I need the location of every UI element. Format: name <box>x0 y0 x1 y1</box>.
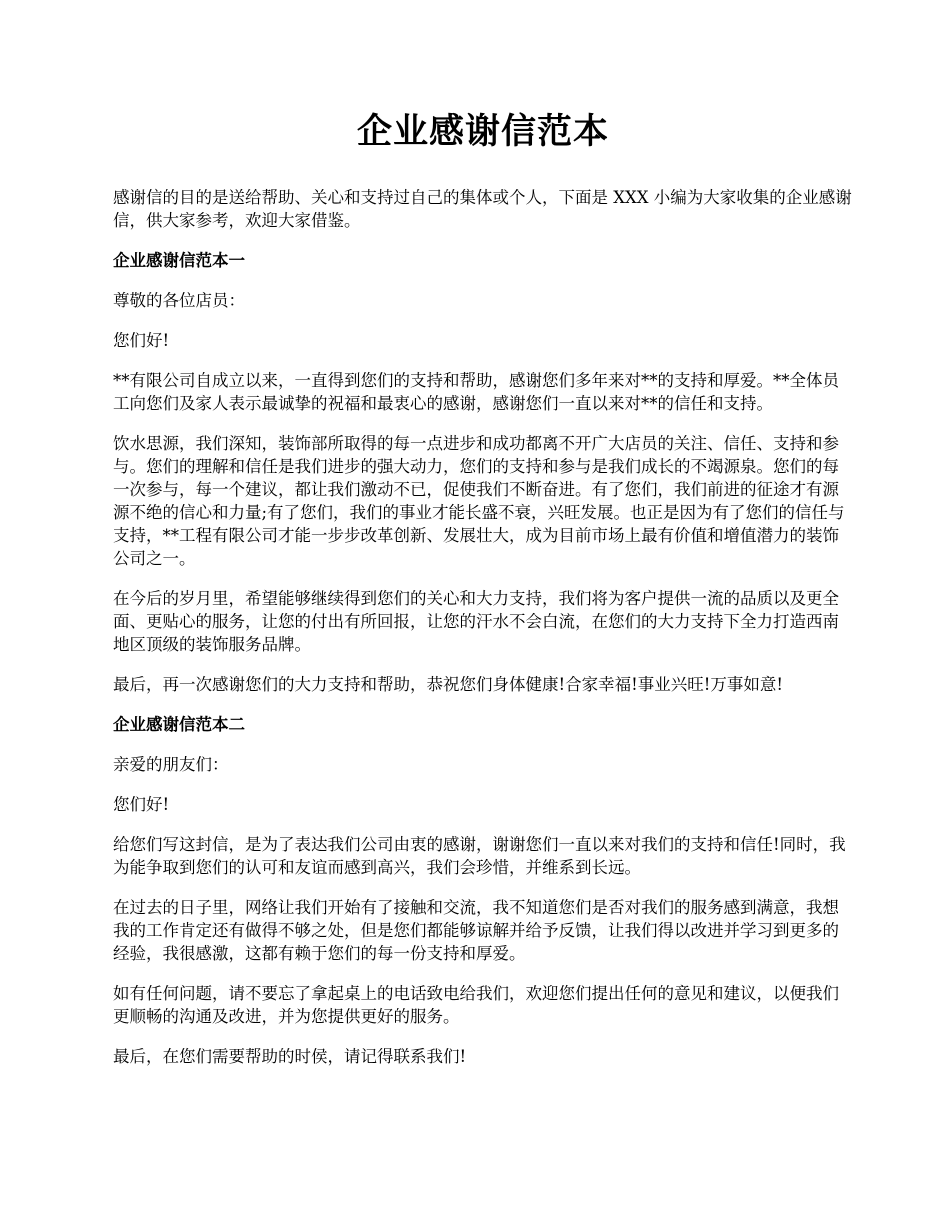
closing-paragraph-1: 最后，再一次感谢您们的大力支持和帮助，恭祝您们身体健康!合家幸福!事业兴旺!万事如意! <box>113 675 784 694</box>
section-heading-1: 企业感谢信范本一 <box>113 251 245 270</box>
body-paragraph: 饮水思源，我们深知，装饰部所取得的每一点进步和成功都离不开广大店员的关注、信任、支持和参与。您们的理解和信任是我们进步的强大动力，您们的支持和参与是我们成长的不竭源泉。您们的每一次参与，每一个建议，都让我们激动不已，促使我们不断奋进。有了您们，我们前进的征途才有源源不绝的信心和力量;有了您们，我们的事业才能长盛不衰，兴旺发展。也正是因为有了您们的信任与支持，**工程有限公司才能一步步改革创新、发展壮大，成为目前市场上最有价值和增值潜力的装饰公司之一。 <box>113 434 845 568</box>
document-page <box>113 108 853 1085</box>
salutation-2: 亲爱的朋友们： <box>113 755 229 774</box>
document-title: 企业感谢信范本 <box>356 111 609 152</box>
greeting-1: 您们好! <box>113 331 170 350</box>
body-paragraph: 如有任何问题，请不要忘了拿起桌上的电话致电给我们，欢迎您们提出任何的意见和建议，以便我们更顺畅的沟通及改进，并为您提供更好的服务。 <box>113 984 839 1026</box>
section-heading-2: 企业感谢信范本二 <box>113 715 245 734</box>
salutation-1: 尊敬的各位店员： <box>113 291 245 310</box>
body-paragraph: 给您们写这封信，是为了表达我们公司由衷的感谢，谢谢您们一直以来对我们的支持和信任!同时，我为能争取到您们的认可和友谊而感到高兴，我们会珍惜，并维系到长远。 <box>113 835 846 877</box>
closing-paragraph-2: 最后，在您们需要帮助的时侯，请记得联系我们! <box>113 1047 467 1066</box>
body-paragraph: 在今后的岁月里，希望能够继续得到您们的关心和大力支持，我们将为客户提供一流的品质以及更全面、更贴心的服务，让您的付出有所回报，让您的汗水不会白流，在您们的大力支持下全力打造西南地区顶级的装饰服务品牌。 <box>113 589 839 654</box>
greeting-2: 您们好! <box>113 795 170 814</box>
intro-paragraph: 感谢信的目的是送给帮助、关心和支持过自己的集体或个人，下面是 XXX 小编为大家收集的企业感谢信，供大家参考，欢迎大家借鉴。 <box>113 188 852 230</box>
body-paragraph: 在过去的日子里，网络让我们开始有了接触和交流，我不知道您们是否对我们的服务感到满意，我想我的工作肯定还有做得不够之处，但是您们都能够谅解并给予反馈，让我们得以改进并学习到更多的经验，我很感激，这都有赖于您们的每一份支持和厚爱。 <box>113 898 839 963</box>
body-paragraph: **有限公司自成立以来，一直得到您们的支持和帮助，感谢您们多年来对**的支持和厚爱。**全体员工向您们及家人表示最诚挚的祝福和最衷心的感谢，感谢您们一直以来对**的信任和支持。 <box>113 371 839 413</box>
